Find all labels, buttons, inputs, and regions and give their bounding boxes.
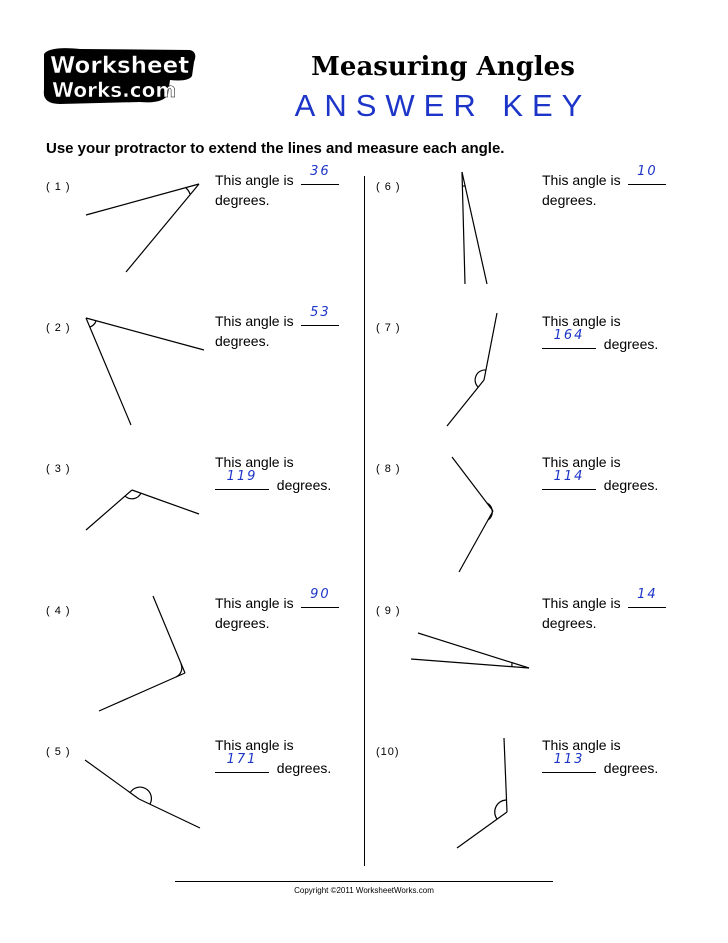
- angle-figure-1: [86, 184, 199, 272]
- answer-blank: [215, 469, 269, 490]
- problem-9-number: ( 9 ): [376, 605, 401, 617]
- problem-3-text: This angle is 119 degrees.: [215, 454, 332, 493]
- problem-4-number: ( 4 ): [46, 605, 71, 617]
- angle-figure-3: [86, 490, 199, 530]
- answer-blank: [542, 328, 596, 349]
- answer-blank: [215, 752, 269, 773]
- answer-blank: [301, 305, 339, 326]
- answer-value: 10: [637, 164, 658, 179]
- page-title: Measuring Angles: [311, 52, 575, 82]
- problem-10-number: (10): [376, 746, 400, 758]
- problem-9-text: This angle is 14 degrees.: [542, 593, 666, 633]
- angle-figure-4: [99, 596, 185, 711]
- footer-rule: [175, 881, 553, 882]
- answer-value: 114: [553, 469, 585, 484]
- problem-1-text: This angle is 36 degrees.: [215, 170, 339, 210]
- problem-2-text: This angle is 53 degrees.: [215, 311, 339, 351]
- angle-figure-5: [85, 760, 200, 828]
- problem-7-number: ( 7 ): [376, 322, 401, 334]
- angle-figure-2: [86, 318, 204, 425]
- problem-4-text: This angle is 90 degrees.: [215, 593, 339, 633]
- problem-10-text: This angle is 113 degrees.: [542, 737, 659, 776]
- problem-2-number: ( 2 ): [46, 322, 71, 334]
- problem-5-number: ( 5 ): [46, 746, 71, 758]
- answer-value: 171: [226, 752, 258, 767]
- angle-figure-8: [452, 457, 493, 572]
- answer-value: 164: [553, 328, 585, 343]
- answer-blank: [628, 164, 666, 185]
- answer-value: 113: [553, 752, 585, 767]
- problem-6-number: ( 6 ): [376, 181, 401, 193]
- angle-figure-9: [411, 633, 529, 668]
- problem-8-text: This angle is 114 degrees.: [542, 454, 659, 493]
- problem-1-number: ( 1 ): [46, 181, 71, 193]
- answer-value: 90: [310, 587, 331, 602]
- angle-figure-7: [447, 313, 497, 426]
- problem-7-text: This angle is 164 degrees.: [542, 313, 659, 352]
- answer-value: 53: [310, 305, 331, 320]
- answer-blank: [542, 752, 596, 773]
- answer-value: 36: [310, 164, 331, 179]
- answer-value: 119: [226, 469, 258, 484]
- angle-figure-10: [457, 738, 507, 848]
- problem-6-text: This angle is 10 degrees.: [542, 170, 666, 210]
- instructions: Use your protractor to extend the lines and measure each angle.: [46, 140, 505, 157]
- problem-8-number: ( 8 ): [376, 463, 401, 475]
- answer-blank: [301, 587, 339, 608]
- answer-blank: [301, 164, 339, 185]
- answer-key-heading: ANSWER KEY: [294, 88, 592, 123]
- answer-value: 14: [637, 587, 658, 602]
- svg-text:Worksheet: Worksheet: [50, 53, 190, 79]
- angle-figure-6: [462, 172, 487, 284]
- answer-blank: [628, 587, 666, 608]
- problem-3-number: ( 3 ): [46, 463, 71, 475]
- problem-5-text: This angle is 171 degrees.: [215, 737, 332, 776]
- svg-text:Works.com: Works.com: [52, 78, 177, 102]
- answer-blank: [542, 469, 596, 490]
- copyright: Copyright ©2011 WorksheetWorks.com: [294, 886, 434, 895]
